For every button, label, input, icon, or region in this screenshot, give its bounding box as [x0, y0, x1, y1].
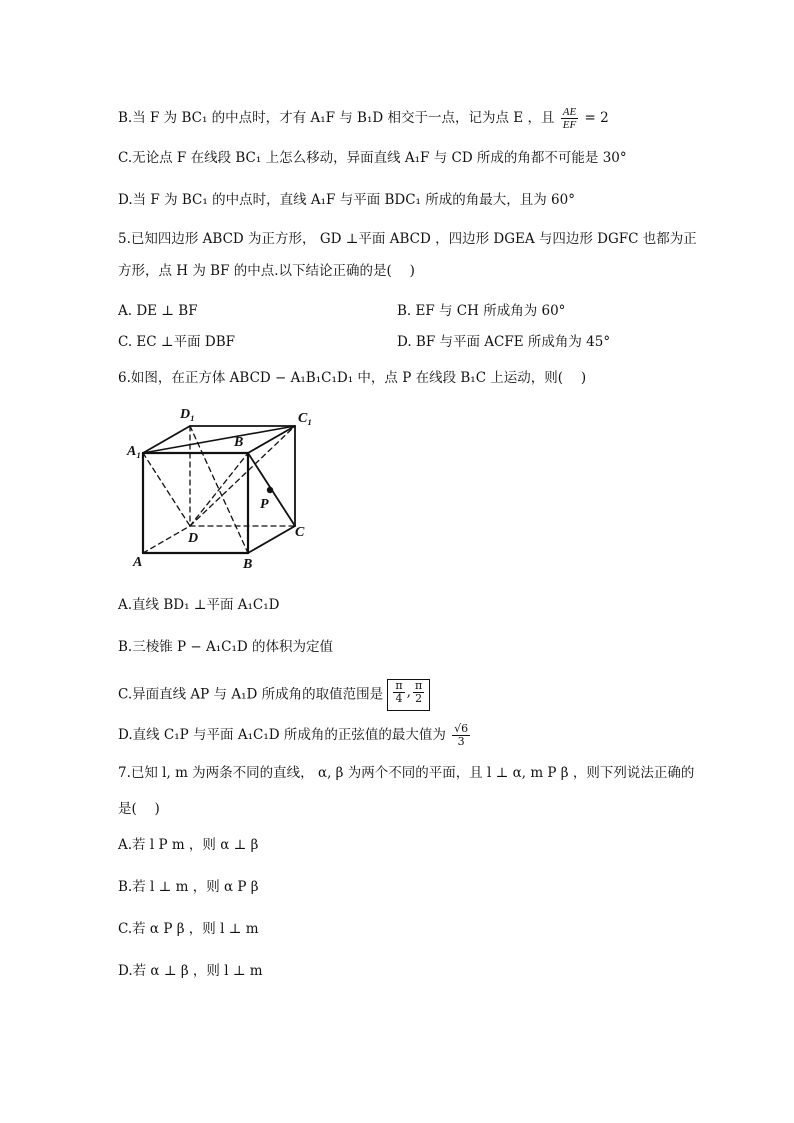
label-p: P	[260, 497, 269, 512]
q4-option-c: C.无论点 F 在线段 BC₁ 上怎么移动，异面直线 A₁F 与 CD 所成的角都不可能是 30°	[118, 150, 627, 166]
hidden-d-b1	[190, 453, 248, 526]
interval-lower	[393, 680, 404, 705]
fraction-denominator: 3	[457, 735, 465, 748]
label-c: C	[295, 525, 305, 540]
q6-option-c	[118, 679, 430, 711]
label-b: B	[243, 557, 253, 572]
q6-option-d	[118, 723, 472, 748]
hidden-a1-d	[143, 453, 190, 526]
q6-stem: 6.如图，在正方体 ABCD − A₁B₁C₁D₁ 中，点 P 在线段 B₁C 上运动，则( )	[118, 370, 587, 386]
interval-bracket: $\frac{\pi}{4}$ , $\frac{\pi}{2}$	[387, 679, 430, 711]
q7-stem-line2: 是( )	[118, 801, 160, 817]
q4-option-b-fraction	[561, 106, 578, 131]
q6-option-b: B.三棱锥 P − A₁C₁D 的体积为定值	[118, 639, 333, 655]
q6-option-d-fraction	[452, 723, 470, 748]
interval-lower-num: π	[395, 679, 403, 692]
q4-option-b-text: B.当 F 为 BC₁ 的中点时，才有 A₁F 与 B₁D 相交于一点，记为点 E ，且	[118, 110, 555, 126]
hidden-edge-a-d	[143, 526, 190, 553]
q6-option-c-text: C.异面直线 AP 与 A₁D 所成角的取值范围是	[118, 686, 384, 703]
interval-upper-den: 2	[415, 692, 423, 705]
fraction-denominator: EF	[562, 119, 577, 131]
q6-option-d-text: D.直线 C₁P 与平面 A₁C₁D 所成角的正弦值的最大值为	[118, 727, 446, 743]
label-d1: D₁	[180, 407, 195, 422]
fraction-numerator: √6	[454, 722, 469, 735]
q5-option-c: C. EC ⊥平面 DBF	[118, 334, 236, 350]
point-p	[267, 487, 273, 493]
q5-stem-line1: 5.已知四边形 ABCD 为正方形， GD ⊥平面 ABCD ，四边形 DGEA 与四边形 DGFC 也都为正	[118, 231, 697, 247]
label-c1: C₁	[298, 411, 313, 426]
q7-option-d: D.若 α ⊥ β ，则 l ⊥ m	[118, 963, 263, 979]
q4-option-d: D.当 F 为 BC₁ 的中点时，直线 A₁F 与平面 BDC₁ 所成的角最大，且为 60°	[118, 192, 575, 208]
q7-stem-line1: 7.已知 l, m 为两条不同的直线， α, β 为两个不同的平面，且 l ⊥ α, m P β ，则下列说法正确的	[118, 765, 695, 781]
interval-lower-den: 4	[395, 692, 403, 705]
q5-option-d: D. BF 与平面 ACFE 所成角为 45°	[397, 334, 611, 350]
cube-figure	[118, 398, 328, 573]
interval-upper	[413, 680, 424, 705]
label-a1: A₁	[127, 444, 142, 459]
q5-stem-line2: 方形，点 H 为 BF 的中点.以下结论正确的是( )	[118, 263, 415, 279]
label-a: A	[133, 555, 143, 570]
q5-option-b: B. EF 与 CH 所成角为 60°	[397, 303, 566, 319]
fraction-numerator: AE	[562, 106, 577, 118]
q5-option-a: A. DE ⊥ BF	[118, 303, 198, 319]
q7-option-b: B.若 l ⊥ m ，则 α P β	[118, 879, 259, 895]
q4-option-b-tail: = 2	[584, 110, 609, 126]
edge-b-c	[248, 526, 295, 553]
label-b1: B	[234, 435, 244, 450]
q7-option-a: A.若 l P m ，则 α ⊥ β	[118, 837, 259, 853]
q6-option-a: A.直线 BD₁ ⊥平面 A₁C₁D	[118, 597, 280, 613]
interval-upper-num: π	[414, 679, 423, 692]
label-d: D	[188, 531, 199, 546]
q7-option-c: C.若 α P β ，则 l ⊥ m	[118, 921, 259, 937]
q4-option-b	[118, 106, 609, 131]
